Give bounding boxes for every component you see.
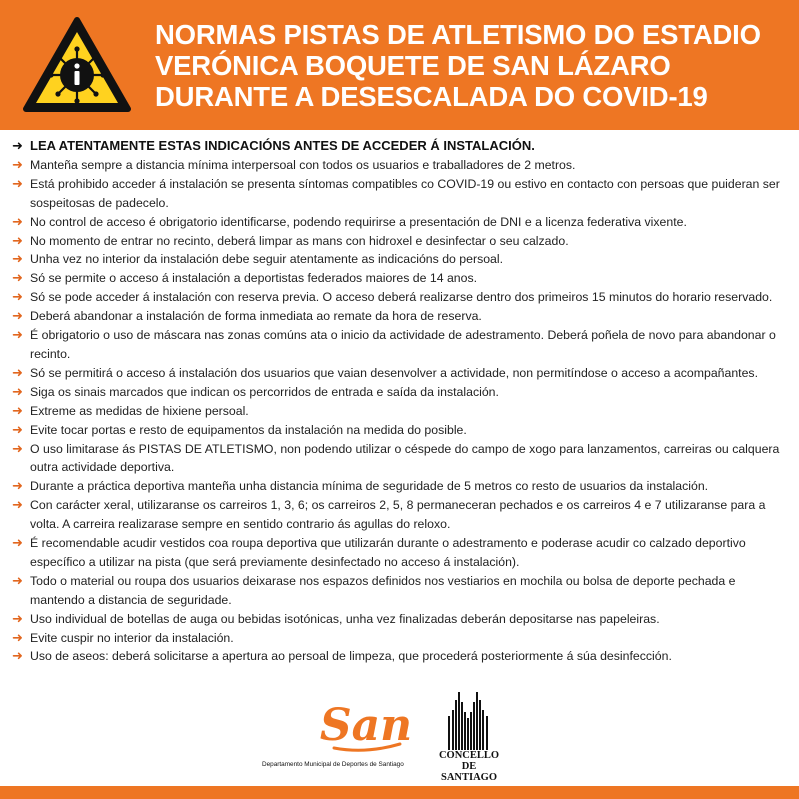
rule-item: ➜ Manteña sempre a distancia mínima interpersoal con todos os usuarios e traballadores de 2 metros. [12, 156, 782, 175]
rule-item: ➜ Está prohibido acceder á instalación se presenta síntomas compatibles co COVID-19 ou estivo en contacto con persoas que puideran ser sospeitosas de padecelo. [12, 175, 780, 210]
rule-item: ➜ Só se permitirá o acceso á instalación dos usuarios que vaian desenvolver a actividade, non permitíndose o acceso a acompañantes. [12, 364, 782, 383]
rule-item: ➜ Extreme as medidas de hixiene persoal. [12, 402, 782, 421]
rule-item: ➜ Só se pode acceder á instalación con reserva previa. O acceso deberá realizarse dentro dos primeiros 15 minutos do horario reservado. [12, 288, 782, 307]
footer-logos [0, 684, 799, 783]
title-line-3: DURANTE A DESESCALADA DO COVID-19 [155, 81, 708, 112]
arrow-right-icon: ➜ [12, 175, 23, 191]
arrow-right-icon: ➜ [12, 308, 23, 324]
arrow-right-icon: ➜ [12, 572, 23, 588]
header-banner [0, 0, 799, 130]
title-line-2: VERÓNICA BOQUETE DE SAN LÁZARO [155, 50, 671, 81]
rule-item: ➜ Siga os sinais marcados que indican os percorridos de entrada e saída da instalación. [12, 383, 782, 402]
arrow-right-icon: ➜ [12, 648, 23, 664]
rule-intro: ➜ LEA ATENTAMENTE ESTAS INDICACIÓNS ANTES DE ACCEDER Á INSTALACIÓN. [12, 137, 782, 156]
arrow-right-icon: ➜ [12, 629, 23, 645]
arrow-right-icon: ➜ [12, 213, 23, 229]
concello-text: CONCELLO DE SANTIAGO [438, 750, 500, 783]
rule-item: ➜ É recomendable acudir vestidos coa roupa deportiva que utilizarán durante o adestramento e poderase acudir co calzado deportivo específico a utilizar na pista (que será previamente desinfectado no acceso á instalación). [12, 535, 746, 569]
arrow-right-icon: ➜ [12, 156, 23, 172]
arrow-right-icon: ➜ [12, 289, 23, 305]
arrow-right-icon: ➜ [12, 421, 23, 437]
svg-text:San: San [319, 700, 413, 751]
arrow-right-icon: ➜ [12, 383, 23, 399]
rule-item: ➜ Evite tocar portas e resto de equipamentos da instalación na medida do posible. [12, 421, 782, 440]
rule-item: ➜ O uso limitarase ás PISTAS DE ATLETISMO, non podendo utilizar o céspede do campo de xogo para lanzamentos, carreiras ou calquera outra actividade deportiva. [12, 440, 780, 475]
arrow-right-icon: ➜ [12, 138, 23, 153]
arrow-right-icon: ➜ [12, 327, 23, 343]
rule-item: ➜ Deberá abandonar a instalación de forma inmediata ao remate da hora de reserva. [12, 307, 782, 326]
rule-item: ➜ Só se permite o acceso á instalación a deportistas federados maiores de 14 anos. [12, 269, 782, 288]
arrow-right-icon: ➜ [12, 364, 23, 380]
rule-item: ➜ Unha vez no interior da instalación debe seguir atentamente as indicacións do persoal. [12, 250, 782, 269]
rule-item: ➜ Uso individual de botellas de auga ou bebidas isotónicas, unha vez finalizadas deberán depositarse nas papeleiras. [12, 610, 782, 629]
arrow-right-icon: ➜ [12, 402, 23, 418]
arrow-right-icon: ➜ [12, 610, 23, 626]
arrow-right-icon: ➜ [12, 497, 23, 513]
title-line-1: NORMAS PISTAS DE ATLETISMO DO ESTADIO [155, 19, 761, 50]
arrow-right-icon: ➜ [12, 270, 23, 286]
rules-list [12, 137, 782, 666]
rule-item: ➜ Durante a práctica deportiva manteña unha distancia mínima de seguridade de 5 metros co resto de usuarios da instalación. [12, 477, 782, 496]
page-title [155, 19, 785, 112]
arrow-right-icon: ➜ [12, 478, 23, 494]
arrow-right-icon: ➜ [12, 232, 23, 248]
warning-virus-icon [22, 16, 132, 114]
department-text: Departamento Municipal de Deportes de Santiago [262, 761, 404, 768]
arrow-right-icon: ➜ [12, 440, 23, 456]
rule-item: ➜ Evite cuspir no interior da instalación. [12, 629, 782, 648]
rule-item: ➜ Uso de aseos: deberá solicitarse a apertura ao persoal de limpeza, que procederá posteriormente á súa desinfección. [12, 647, 782, 666]
arrow-right-icon: ➜ [12, 535, 23, 551]
rule-item: ➜ No momento de entrar no recinto, deberá limpar as mans con hidroxel e desinfectar o seu calzado. [12, 232, 782, 251]
bottom-bar [0, 786, 799, 799]
rule-item: ➜ É obrigatorio o uso de máscara nas zonas comúns ata o inicio da actividade de adestramento. Deberá poñela de novo para abandonar o recinto. [12, 327, 776, 361]
rule-item: ➜ No control de acceso é obrigatorio identificarse, podendo requirirse a presentación de DNI e a licenza federativa vixente. [12, 213, 782, 232]
arrow-right-icon: ➜ [12, 251, 23, 267]
cathedral-logo [444, 688, 492, 750]
rule-item: ➜ Todo o material ou roupa dos usuarios deixarase nos espazos definidos nos vestiarios en mochila ou bolsa de deporte pechada e mantendo a distancia de seguridade. [12, 572, 736, 607]
san-logo [319, 684, 413, 756]
rule-item: ➜ Con carácter xeral, utilizaranse os carreiros 1, 3, 6; os carreiros 2, 5, 8 permaneceran pechados e os carreiros 4 e 7 utilizaranse para a volta. A carreira realizarase sempre en sentido contrario ás agullas do reloxo. [12, 497, 766, 532]
